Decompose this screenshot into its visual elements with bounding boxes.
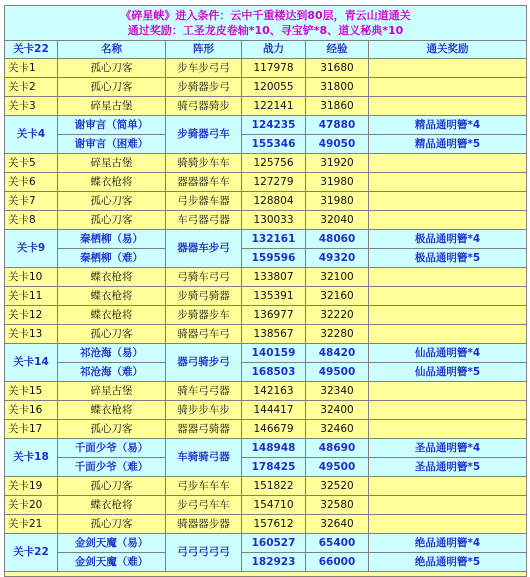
- stage-reward: [369, 78, 527, 97]
- boss-exp: 48060: [306, 230, 369, 249]
- boss-row: [5, 363, 527, 382]
- table-row: [5, 268, 527, 287]
- table-row: [5, 154, 527, 173]
- boss-row: [5, 439, 527, 458]
- boss-power: 124235: [242, 116, 306, 135]
- stage-name: 蝶衣枪将: [58, 306, 166, 325]
- stage-level: 关卡1: [5, 59, 58, 78]
- stage-formation: 步骑器步车: [166, 306, 242, 325]
- table-row: [5, 325, 527, 344]
- table-row: [5, 78, 527, 97]
- boss-exp: 48690: [306, 439, 369, 458]
- stage-name: 碎星古堡: [58, 382, 166, 401]
- boss-row: [5, 458, 527, 477]
- stage-power: 144417: [242, 401, 306, 420]
- stage-level: 关卡10: [5, 268, 58, 287]
- stage-formation: 骑器器步器: [166, 515, 242, 534]
- stage-exp: 31800: [306, 78, 369, 97]
- stage-name: 蝶衣枪将: [58, 287, 166, 306]
- boss-power: 178425: [242, 458, 306, 477]
- stage-exp: 32160: [306, 287, 369, 306]
- header-reward: 通关奖励: [369, 41, 527, 59]
- boss-reward: 精品通明簪*5: [369, 135, 527, 154]
- boss-reward: 圣品通明簪*4: [369, 439, 527, 458]
- stage-name: 蝶衣枪将: [58, 401, 166, 420]
- stage-power: 154710: [242, 496, 306, 515]
- stage-level: 关卡8: [5, 211, 58, 230]
- stage-reward: [369, 287, 527, 306]
- stage-formation: 车弓器弓器: [166, 211, 242, 230]
- stage-name: 孤心刀客: [58, 420, 166, 439]
- stage-formation: 骑车弓弓器: [166, 382, 242, 401]
- table-row: [5, 496, 527, 515]
- boss-level: 关卡9: [5, 230, 58, 268]
- stage-exp: 32040: [306, 211, 369, 230]
- boss-reward: 绝品通明簪*4: [369, 534, 527, 553]
- header-exp: 经验: [306, 41, 369, 59]
- stage-level: 关卡17: [5, 420, 58, 439]
- stage-exp: 32220: [306, 306, 369, 325]
- stage-level: 关卡21: [5, 515, 58, 534]
- boss-power: 160527: [242, 534, 306, 553]
- stage-power: 128804: [242, 192, 306, 211]
- boss-power: 155346: [242, 135, 306, 154]
- stage-reward: [369, 268, 527, 287]
- stage-name: 碎星古堡: [58, 97, 166, 116]
- stage-formation: 弓步器车器: [166, 192, 242, 211]
- boss-level: 关卡14: [5, 344, 58, 382]
- boss-formation: 车骑骑弓器: [166, 439, 242, 477]
- stage-level: 关卡15: [5, 382, 58, 401]
- boss-level: 关卡22: [5, 534, 58, 572]
- stage-exp: 32580: [306, 496, 369, 515]
- table-row: [5, 59, 527, 78]
- boss-row: [5, 135, 527, 154]
- stage-formation: 器器弓骑器: [166, 420, 242, 439]
- boss-name: 秦栖柳（难）: [58, 249, 166, 268]
- stage-formation: 骑步步车步: [166, 401, 242, 420]
- boss-exp: 48420: [306, 344, 369, 363]
- boss-name: 千面少爷（难）: [58, 458, 166, 477]
- stage-exp: 32400: [306, 401, 369, 420]
- stage-power: 122141: [242, 97, 306, 116]
- boss-row: [5, 344, 527, 363]
- boss-formation: 弓弓弓弓弓: [166, 534, 242, 572]
- boss-reward: 绝品通明簪*5: [369, 553, 527, 572]
- stage-reward: [369, 325, 527, 344]
- stage-name: 孤心刀客: [58, 477, 166, 496]
- stage-level: 关卡2: [5, 78, 58, 97]
- stage-level: 关卡19: [5, 477, 58, 496]
- boss-power: 168503: [242, 363, 306, 382]
- stage-exp: 31860: [306, 97, 369, 116]
- stage-formation: 弓步车车车: [166, 477, 242, 496]
- stage-reward: [369, 173, 527, 192]
- stage-reward: [369, 97, 527, 116]
- stage-reward: [369, 306, 527, 325]
- stage-power: 127279: [242, 173, 306, 192]
- table-row: [5, 401, 527, 420]
- stage-name: 孤心刀客: [58, 325, 166, 344]
- boss-row: [5, 534, 527, 553]
- stage-table-container: [4, 5, 526, 577]
- table-row: [5, 420, 527, 439]
- stage-exp: 32280: [306, 325, 369, 344]
- stage-level: 关卡11: [5, 287, 58, 306]
- table-row: [5, 173, 527, 192]
- stage-level: 关卡5: [5, 154, 58, 173]
- stage-exp: 32100: [306, 268, 369, 287]
- boss-formation: 器弓骑步弓: [166, 344, 242, 382]
- boss-name: 金剑天魔（易）: [58, 534, 166, 553]
- boss-formation: 器器车步弓: [166, 230, 242, 268]
- boss-name: 祁沧海（难）: [58, 363, 166, 382]
- stage-reward: [369, 420, 527, 439]
- stage-name: 孤心刀客: [58, 515, 166, 534]
- stage-exp: 31980: [306, 173, 369, 192]
- stage-name: 碎星古堡: [58, 154, 166, 173]
- table-row: [5, 97, 527, 116]
- stage-power: 133807: [242, 268, 306, 287]
- stage-power: 135391: [242, 287, 306, 306]
- boss-power: 159596: [242, 249, 306, 268]
- boss-exp: 65400: [306, 534, 369, 553]
- stage-reward: [369, 192, 527, 211]
- stage-formation: 器器器车车: [166, 173, 242, 192]
- boss-row: [5, 230, 527, 249]
- stage-exp: 31920: [306, 154, 369, 173]
- banner: [5, 6, 527, 41]
- stage-exp: 31980: [306, 192, 369, 211]
- table-row: [5, 382, 527, 401]
- table-row: [5, 477, 527, 496]
- stage-power: 125756: [242, 154, 306, 173]
- stage-name: 蝶衣枪将: [58, 173, 166, 192]
- stage-level: 关卡13: [5, 325, 58, 344]
- stage-table: [4, 5, 527, 577]
- boss-name: 祁沧海（易）: [58, 344, 166, 363]
- stage-formation: 步车步弓弓: [166, 59, 242, 78]
- boss-reward: 仙品通明簪*4: [369, 344, 527, 363]
- stage-level: 关卡3: [5, 97, 58, 116]
- boss-row: [5, 553, 527, 572]
- boss-exp: 49050: [306, 135, 369, 154]
- stage-power: 120055: [242, 78, 306, 97]
- boss-exp: 49500: [306, 458, 369, 477]
- boss-name: 秦栖柳（易）: [58, 230, 166, 249]
- boss-name: 金剑天魔（难）: [58, 553, 166, 572]
- stage-name: 蝶衣枪将: [58, 496, 166, 515]
- boss-exp: 66000: [306, 553, 369, 572]
- stage-reward: [369, 496, 527, 515]
- table-footer-cell: [5, 572, 527, 577]
- stage-name: 蝶衣枪将: [58, 268, 166, 287]
- boss-reward: 极品通明簪*4: [369, 230, 527, 249]
- boss-name: 谢审言（困难）: [58, 135, 166, 154]
- boss-exp: 47880: [306, 116, 369, 135]
- boss-name: 千面少爷（易）: [58, 439, 166, 458]
- boss-level: 关卡18: [5, 439, 58, 477]
- table-row: [5, 192, 527, 211]
- header-level: 关卡22: [5, 41, 58, 59]
- stage-formation: 步骑弓骑器: [166, 287, 242, 306]
- boss-formation: 步骑器弓车: [166, 116, 242, 154]
- stage-level: 关卡6: [5, 173, 58, 192]
- stage-name: 孤心刀客: [58, 192, 166, 211]
- header-power: 战力: [242, 41, 306, 59]
- boss-reward: 仙品通明簪*5: [369, 363, 527, 382]
- boss-exp: 49500: [306, 363, 369, 382]
- header-formation: 阵形: [166, 41, 242, 59]
- stage-power: 142163: [242, 382, 306, 401]
- boss-power: 148948: [242, 439, 306, 458]
- table-row: [5, 515, 527, 534]
- stage-level: 关卡16: [5, 401, 58, 420]
- boss-exp: 49320: [306, 249, 369, 268]
- stage-reward: [369, 211, 527, 230]
- boss-row: [5, 249, 527, 268]
- stage-power: 146679: [242, 420, 306, 439]
- banner-clear-reward: 通过奖励：工圣龙皮卷轴*10、寻宝铲*8、道义秘典*10: [127, 24, 404, 37]
- stage-reward: [369, 477, 527, 496]
- stage-reward: [369, 382, 527, 401]
- stage-name: 孤心刀客: [58, 59, 166, 78]
- stage-level: 关卡20: [5, 496, 58, 515]
- stage-exp: 32640: [306, 515, 369, 534]
- stage-reward: [369, 401, 527, 420]
- stage-power: 117978: [242, 59, 306, 78]
- stage-formation: 步骑器步弓: [166, 78, 242, 97]
- stage-reward: [369, 154, 527, 173]
- stage-reward: [369, 59, 527, 78]
- boss-reward: 极品通明簪*5: [369, 249, 527, 268]
- stage-power: 157612: [242, 515, 306, 534]
- stage-level: 关卡12: [5, 306, 58, 325]
- stage-formation: 步弓弓车车: [166, 496, 242, 515]
- banner-row: [5, 6, 527, 41]
- table-row: [5, 211, 527, 230]
- boss-level: 关卡4: [5, 116, 58, 154]
- stage-formation: 弓骑车弓弓: [166, 268, 242, 287]
- stage-name: 孤心刀客: [58, 78, 166, 97]
- stage-formation: 骑骑步车车: [166, 154, 242, 173]
- stage-exp: 32340: [306, 382, 369, 401]
- stage-power: 130033: [242, 211, 306, 230]
- header-row: [5, 41, 527, 59]
- stage-level: 关卡7: [5, 192, 58, 211]
- stage-power: 151822: [242, 477, 306, 496]
- header-name: 名称: [58, 41, 166, 59]
- boss-row: [5, 116, 527, 135]
- boss-name: 谢审言（简单）: [58, 116, 166, 135]
- table-row: [5, 287, 527, 306]
- boss-power: 140159: [242, 344, 306, 363]
- table-footer-spacer: [5, 572, 527, 577]
- stage-formation: 骑器弓车弓: [166, 325, 242, 344]
- stage-power: 138567: [242, 325, 306, 344]
- boss-reward: 精品通明簪*4: [369, 116, 527, 135]
- stage-name: 孤心刀客: [58, 211, 166, 230]
- stage-reward: [369, 515, 527, 534]
- banner-entry-condition: 《碎星峡》进入条件：云中千重楼达到80层，青云山道通关: [120, 9, 411, 22]
- boss-reward: 圣品通明簪*5: [369, 458, 527, 477]
- boss-power: 132161: [242, 230, 306, 249]
- table-row: [5, 306, 527, 325]
- boss-power: 182923: [242, 553, 306, 572]
- stage-exp: 32520: [306, 477, 369, 496]
- stage-formation: 骑弓器骑步: [166, 97, 242, 116]
- stage-exp: 32460: [306, 420, 369, 439]
- stage-exp: 31680: [306, 59, 369, 78]
- stage-power: 136977: [242, 306, 306, 325]
